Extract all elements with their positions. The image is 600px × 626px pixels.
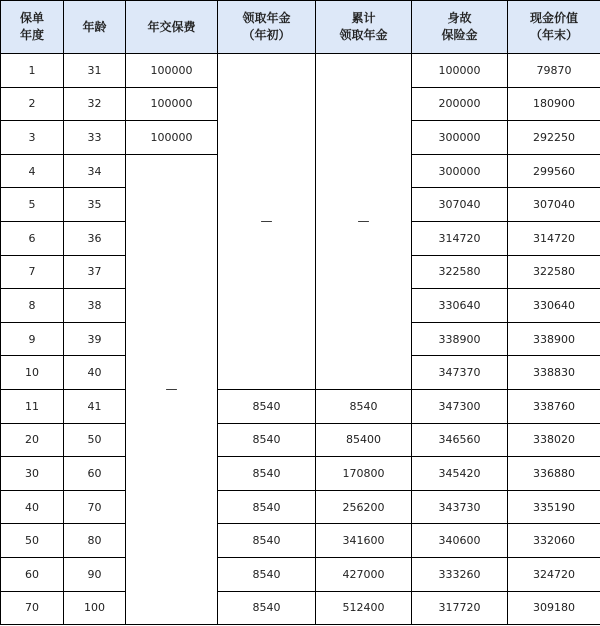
cell-year: 2 — [1, 87, 64, 121]
cell-age: 36 — [64, 221, 126, 255]
cell-age: 70 — [64, 490, 126, 524]
cell-annuity: 8540 — [218, 389, 316, 423]
table-row — [1, 524, 600, 558]
cell-premium: 100000 — [126, 87, 218, 121]
table-row — [1, 457, 600, 491]
header-cash-value: 现金价值 （年末） — [508, 1, 600, 54]
cell-cash-value: 332060 — [508, 524, 600, 558]
cell-death-benefit: 300000 — [412, 154, 508, 188]
cell-cash-value: 307040 — [508, 188, 600, 222]
header-cumulative-annuity: 累计 领取年金 — [316, 1, 412, 54]
cell-year: 3 — [1, 121, 64, 155]
cell-premium-dash: — — [126, 154, 218, 624]
cell-cash-value: 180900 — [508, 87, 600, 121]
cell-death-benefit: 347300 — [412, 389, 508, 423]
cell-death-benefit: 200000 — [412, 87, 508, 121]
cell-age: 80 — [64, 524, 126, 558]
cell-annuity: 8540 — [218, 557, 316, 591]
cell-cash-value: 314720 — [508, 221, 600, 255]
cell-death-benefit: 340600 — [412, 524, 508, 558]
cell-cash-value: 79870 — [508, 54, 600, 88]
table-row — [1, 54, 600, 88]
cell-annuity: 8540 — [218, 423, 316, 457]
cell-death-benefit: 300000 — [412, 121, 508, 155]
cell-age: 31 — [64, 54, 126, 88]
cell-year: 8 — [1, 289, 64, 323]
cell-year: 70 — [1, 591, 64, 625]
cell-age: 40 — [64, 356, 126, 390]
cell-cumulative: 427000 — [316, 557, 412, 591]
cell-year: 60 — [1, 557, 64, 591]
cell-age: 41 — [64, 389, 126, 423]
cell-cumulative: 256200 — [316, 490, 412, 524]
cell-age: 100 — [64, 591, 126, 625]
cell-cumulative: 170800 — [316, 457, 412, 491]
cell-cash-value: 336880 — [508, 457, 600, 491]
cell-death-benefit: 100000 — [412, 54, 508, 88]
cell-premium: 100000 — [126, 54, 218, 88]
cell-cash-value: 338760 — [508, 389, 600, 423]
cell-year: 11 — [1, 389, 64, 423]
header-death-benefit: 身故 保险金 — [412, 1, 508, 54]
cell-year: 5 — [1, 188, 64, 222]
cell-death-benefit: 338900 — [412, 322, 508, 356]
cell-annuity: 8540 — [218, 490, 316, 524]
cell-age: 38 — [64, 289, 126, 323]
header-policy-year: 保单 年度 — [1, 1, 64, 54]
cell-cumulative: 85400 — [316, 423, 412, 457]
cell-death-benefit: 347370 — [412, 356, 508, 390]
cell-cumulative-dash: — — [316, 54, 412, 390]
cell-death-benefit: 343730 — [412, 490, 508, 524]
header-row — [1, 1, 600, 54]
cell-cumulative: 8540 — [316, 389, 412, 423]
cell-cumulative: 512400 — [316, 591, 412, 625]
cell-year: 4 — [1, 154, 64, 188]
cell-year: 6 — [1, 221, 64, 255]
cell-year: 10 — [1, 356, 64, 390]
table-row — [1, 557, 600, 591]
cell-year: 1 — [1, 54, 64, 88]
cell-death-benefit: 330640 — [412, 289, 508, 323]
cell-cash-value: 330640 — [508, 289, 600, 323]
cell-cash-value: 338900 — [508, 322, 600, 356]
cell-cash-value: 324720 — [508, 557, 600, 591]
cell-death-benefit: 317720 — [412, 591, 508, 625]
cell-death-benefit: 322580 — [412, 255, 508, 289]
cell-cash-value: 299560 — [508, 154, 600, 188]
cell-age: 50 — [64, 423, 126, 457]
cell-cash-value: 322580 — [508, 255, 600, 289]
cell-cash-value: 338020 — [508, 423, 600, 457]
cell-year: 30 — [1, 457, 64, 491]
cell-age: 33 — [64, 121, 126, 155]
cell-year: 50 — [1, 524, 64, 558]
cell-year: 7 — [1, 255, 64, 289]
cell-age: 32 — [64, 87, 126, 121]
cell-death-benefit: 307040 — [412, 188, 508, 222]
cell-death-benefit: 314720 — [412, 221, 508, 255]
cell-cash-value: 335190 — [508, 490, 600, 524]
cell-death-benefit: 346560 — [412, 423, 508, 457]
cell-age: 37 — [64, 255, 126, 289]
cell-cash-value: 309180 — [508, 591, 600, 625]
cell-annuity: 8540 — [218, 457, 316, 491]
cell-year: 9 — [1, 322, 64, 356]
table-row — [1, 591, 600, 625]
cell-annuity-dash: — — [218, 54, 316, 390]
cell-year: 20 — [1, 423, 64, 457]
header-annuity-payment: 领取年金 （年初） — [218, 1, 316, 54]
header-age: 年龄 — [64, 1, 126, 54]
cell-age: 34 — [64, 154, 126, 188]
cell-cash-value: 338830 — [508, 356, 600, 390]
cell-annuity: 8540 — [218, 524, 316, 558]
table-row — [1, 490, 600, 524]
cell-age: 60 — [64, 457, 126, 491]
cell-cash-value: 292250 — [508, 121, 600, 155]
header-annual-premium: 年交保费 — [126, 1, 218, 54]
table-row — [1, 423, 600, 457]
cell-year: 40 — [1, 490, 64, 524]
table-row — [1, 389, 600, 423]
cell-death-benefit: 333260 — [412, 557, 508, 591]
cell-death-benefit: 345420 — [412, 457, 508, 491]
cell-age: 35 — [64, 188, 126, 222]
cell-cumulative: 341600 — [316, 524, 412, 558]
cell-age: 39 — [64, 322, 126, 356]
cell-annuity: 8540 — [218, 591, 316, 625]
cell-age: 90 — [64, 557, 126, 591]
cell-premium: 100000 — [126, 121, 218, 155]
